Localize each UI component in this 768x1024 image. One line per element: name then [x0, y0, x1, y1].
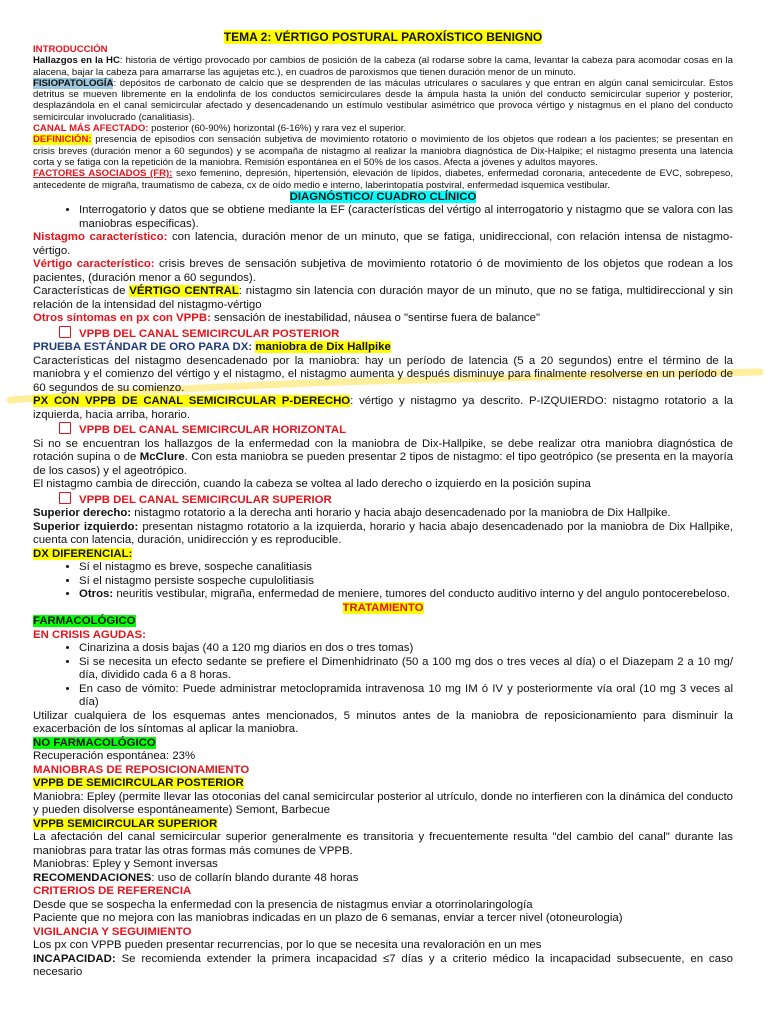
list-item: • Sí el nistagmo es breve, sospeche canalitiasis — [79, 561, 733, 575]
dx-diferencial-heading: DX DIFERENCIAL: — [33, 547, 133, 560]
list-item: • Otros: neuritis vestibular, migraña, enfermedad de meniere, tumores del conducto auditivo interno y del angulo pontocerebeloso. — [79, 588, 733, 602]
diagnostico-section — [33, 191, 733, 326]
document-page — [33, 30, 733, 980]
central-paragraph: Características de VÉRTIGO CENTRAL: nistagmo sin latencia con duración mayor de un minuto, que no se fatiga, multidireccional y sin relación de la intensidad del nistagmo-vértigo — [33, 285, 733, 311]
list-item: • Sí el nistagmo persiste sospeche cupulolitiasis — [79, 575, 733, 589]
canal-paragraph: CANAL MÁS AFECTADO: posterior (60-90%) horizontal (6-16%) y rara vez el superior. — [33, 123, 407, 135]
horizontal-heading: VPPB DEL CANAL SEMICIRCULAR HORIZONTAL — [33, 422, 733, 438]
horizontal-paragraph-2: El nistagmo cambia de dirección, cuando la cabeza se voltea al lado derecho o izquierdo en la posición supina — [33, 478, 591, 491]
superior-heading: VPPB DEL CANAL SEMICIRCULAR SUPERIOR — [33, 492, 733, 508]
posterior-section — [33, 326, 733, 423]
otros-paragraph: Otros síntomas en px con VPPB: sensación de inestabilidad, náusea o "sentirse fuera de balance" — [33, 312, 541, 325]
intro-section — [33, 44, 733, 191]
intro-heading: INTRODUCCIÓN — [33, 44, 108, 55]
posterior-paragraph: Características del nistagmo desencadenado por la maniobra: hay un período de latencia (5 a 20 segundos) entre el término de la maniobra y el comienzo del vértigo y el nistagmo, el nistagmo aumenta y después disminuye para finalmente resolverse en un período de 60 segundos de su comienzo. — [33, 354, 733, 394]
superior-izquierdo-paragraph: Superior izquierdo: presentan nistagmo rotatorio a la izquierda, horario y hacia abajo desencadenado por la maniobra de Dix Hallpike, cuenta con latencia, duración, unidirección y es reproducible. — [33, 520, 733, 547]
farmacologico-heading: FARMACOLÓGICO — [33, 615, 136, 628]
diagnostico-list — [33, 204, 733, 231]
crisis-list — [33, 642, 733, 710]
vigilancia-line: Los px con VPPB pueden presentar recurrencias, por lo que se necesita una revaloración en un mes — [33, 939, 542, 952]
dx-diferencial-section — [33, 548, 733, 602]
vppb-posterior-heading: VPPB DE SEMICIRCULAR POSTERIOR — [33, 777, 244, 790]
factores-paragraph: FACTORES ASOCIADOS (FR): sexo femenino, depresión, hipertensión, elevación de lípidos, diabetes, enfermedad coronaria, antecedente de EVC, sobrepeso, antecedente de migraña, traumatismo de cabeza, cx de oído medio e interno, laberintopatía postviral, enfermedad isquemica vestibular. — [33, 168, 733, 191]
incapacidad-paragraph: INCAPACIDAD: Se recomienda extender la primera incapacidad ≤7 días y a criterio médico la incapacidad subsecuente, en caso necesario — [33, 952, 733, 979]
crisis-heading: EN CRISIS AGUDAS: — [33, 628, 146, 641]
gold-standard-line: PRUEBA ESTÁNDAR DE ORO PARA DX: maniobra de Dix Hallpike — [33, 341, 391, 354]
checkbox-icon — [59, 422, 71, 434]
recuperacion-line: Recuperación espontánea: 23% — [33, 750, 196, 763]
px-paragraph: PX CON VPPB DE CANAL SEMICIRCULAR P-DERECHO: vértigo y nistagmo ya descrito. P-IZQUIERDO: nistagmo rotatorio a la izquierda, hacia arriba, horario. — [33, 395, 733, 421]
nistagmo-paragraph: Nistagmo característico: con latencia, duración menor de un minuto, que se fatiga, unidireccional, con relación intensa de nistagmo-vértigo. — [33, 231, 733, 257]
diagnostico-heading: DIAGNÓSTICO/ CUADRO CLÍNICO — [289, 190, 477, 203]
horizontal-section — [33, 422, 733, 492]
vigilancia-heading: VIGILANCIA Y SEGUIMIENTO — [33, 925, 192, 938]
checkbox-icon — [59, 326, 71, 338]
superior-section — [33, 492, 733, 548]
vertigo-paragraph: Vértigo característico: crisis breves de sensación subjetiva de movimiento rotatorio ó de movimiento de los objetos que rodean a los pacientes, (duración menor a 60 segundos). — [33, 258, 734, 284]
list-item: • En caso de vómito: Puede administrar metoclopramida intravenosa 10 mg IM ó IV y posteriormente vía oral (10 mg 3 veces al día) — [79, 683, 733, 710]
tratamiento-section — [33, 602, 733, 980]
fisiopatologia-paragraph: FISIOPATOLOGÍA: depósitos de carbonato de calcio que se desprenden de las máculas utriculares o saculares y que entran en algún canal semicircular. Estos detritus se mueven libremente en la endolinfa de los conductos semicirculares desde la ámpula hasta la unión del conducto semicircular superior y posterior, desplazándola en el canal semicircular afectado y desencadenando un estímulo vestibular asimétrico que provoca vértigo y nistagmus en el plano del conducto semicircular involucrado (canalitiasis). — [33, 77, 733, 123]
list-item: • Si se necesita un efecto sedante se prefiere el Dimenhidrinato (50 a 100 mg dos o tres veces al día) o el Diazepam 2 a 10 mg/ día, dividido cada 6 a 8 horas. — [79, 656, 733, 683]
list-item: • Cinarizina a dosis bajas (40 a 120 mg diarios en dos o tres tomas) — [79, 642, 733, 656]
criterio-line-2: Paciente que no mejora con las maniobras indicadas en un plazo de 6 semanas, enviar a tercer nivel (otoneurologia) — [33, 912, 623, 925]
dx-diferencial-list — [33, 561, 733, 602]
horizontal-paragraph: Si no se encuentran los hallazgos de la enfermedad con la maniobra de Dix-Hallpike, se debe realizar otra maniobra diagnóstica de rotación supina o de McClure. Con esta maniobra se pueden presentar 2 tipos de nistagmo: el tipo geotrópico (se presenta en la mayoría de los casos) y el ageotrópico. — [33, 437, 733, 477]
document-title: TEMA 2: VÉRTIGO POSTURAL PAROXÍSTICO BENIGNO — [223, 30, 543, 44]
maniobra-paragraph: Maniobra: Epley (permite llevar las otoconias del canal semicircular posterior al utrículo, donde no interfieren con la dinámica del conducto y pueden disolverse espontáneamente) Semont, Barbecue — [33, 790, 733, 817]
list-item: • Interrogatorio y datos que se obtiene mediante la EF (características del vértigo al interrogatorio y nistagmo que se valora con las maniobras especificas). — [79, 204, 733, 231]
tratamiento-heading: TRATAMIENTO — [342, 601, 424, 614]
utilizar-paragraph: Utilizar cualquiera de los esquemas antes mencionados, 5 minutos antes de la maniobra de reposicionamiento para disminuir la exacerbación de los síntomas al aplicar la maniobra. — [33, 709, 733, 736]
posterior-heading: VPPB DEL CANAL SEMICIRCULAR POSTERIOR — [33, 326, 733, 342]
hallazgos-paragraph: Hallazgos en la HC: historia de vértigo provocado por cambios de posición de la cabeza (al rodarse sobre la cama, levantar la cabeza para acomodar cosas en la alacena, bajar la cabeza para amarrarse las agujetas etc.), en cuadros de paroxismos que tienen duración menor de un minuto. — [33, 55, 733, 78]
recomendaciones-line: RECOMENDACIONES: uso de collarín blando durante 48 horas — [33, 871, 359, 884]
criterio-line: Desde que se sospecha la enfermedad con la presencia de nistagmus enviar a otorrinolaringología — [33, 898, 533, 911]
criterios-heading: CRITERIOS DE REFERENCIA — [33, 885, 192, 898]
superior-afectacion-paragraph: La afectación del canal semicircular superior generalmente es transitoria y frecuentemente resulta "del cambio del canal" durante las maniobras para tratar las otras formas más comunes de VPPB. — [33, 831, 733, 857]
superior-derecho-paragraph: Superior derecho: nistagmo rotatorio a la derecha anti horario y hacia abajo desencadenado por la maniobra de Dix Hallpike. — [33, 507, 671, 520]
no-farmacologico-heading: NO FARMACOLÓGICO — [33, 736, 156, 749]
vppb-superior-heading: VPPB SEMICIRCULAR SUPERIOR — [33, 817, 218, 830]
maniobras-line: Maniobras: Epley y Semont inversas — [33, 858, 218, 871]
checkbox-icon — [59, 492, 71, 504]
definicion-paragraph: DEFINICIÓN: presencia de episodios con sensación subjetiva de movimiento rotatorio o movimiento de los objetos que rodean a los pacientes; se presentan en crisis breves (duración menor a 60 segundos) y se acompaña de nistagmo al realizar la maniobra diagnóstica de Dix-Halpike; el nistagmo presenta una latencia corta y se fatiga con la repetición de la maniobra. Remisión espontánea en el 50% de los casos. Afecta a jóvenes y adultos mayores. — [33, 134, 733, 168]
maniobras-heading: MANIOBRAS DE REPOSICIONAMIENTO — [33, 763, 250, 776]
